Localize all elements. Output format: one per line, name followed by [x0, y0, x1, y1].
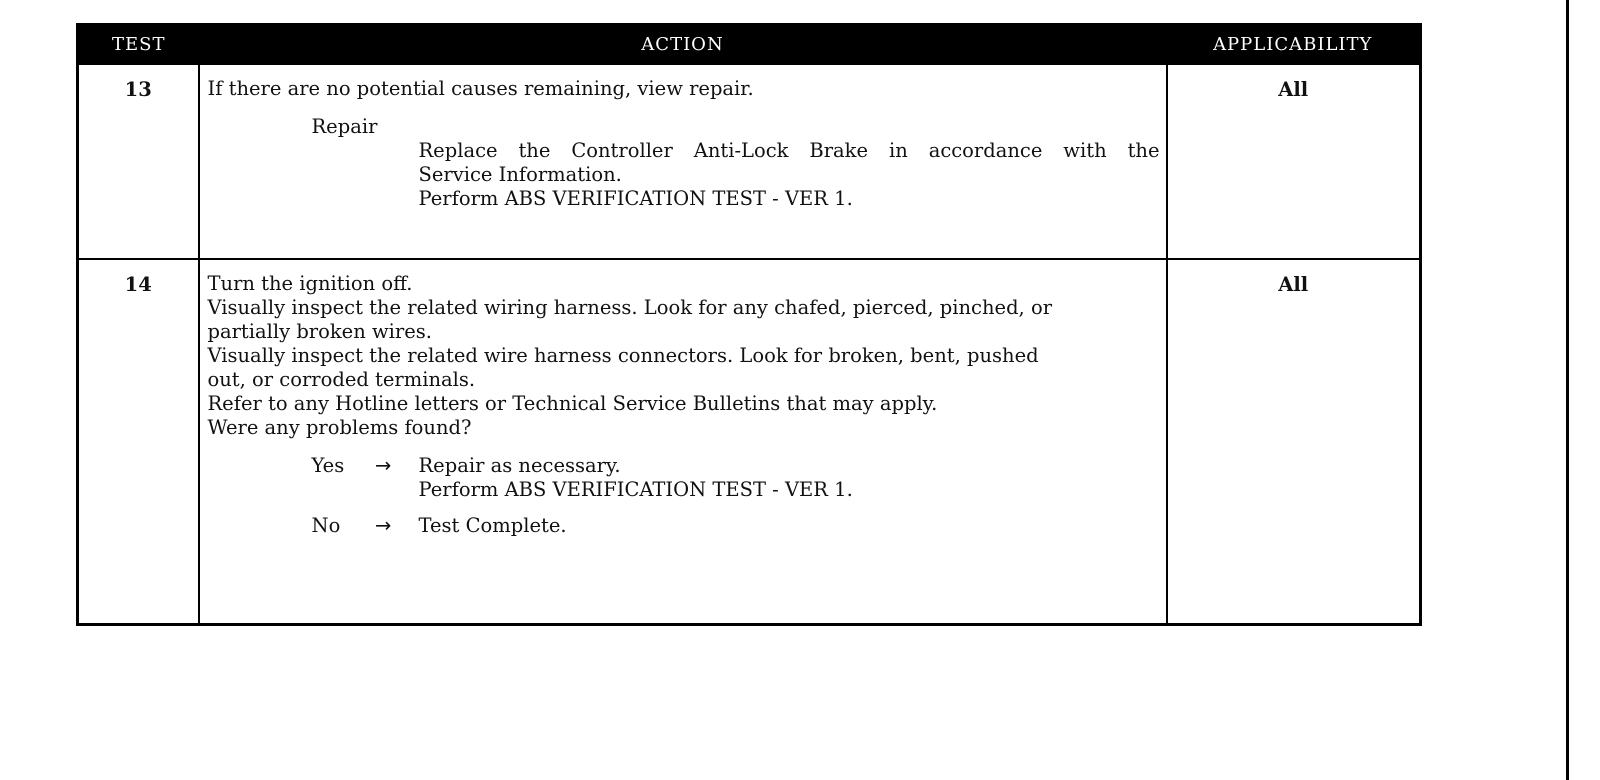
- applicability-value: All: [1167, 64, 1421, 259]
- outcome-text: Perform ABS VERIFICATION TEST - VER 1.: [418, 478, 853, 501]
- outcome-label: No: [311, 514, 341, 537]
- action-text: Were any problems found?: [207, 416, 472, 439]
- diagnostic-test-table: [76, 23, 1422, 626]
- outcome-list: [208, 454, 1158, 538]
- repair-text: Replace the Controller Anti-Lock Brake in accordance with the: [418, 139, 1160, 162]
- action-cell: [199, 259, 1167, 625]
- applicability-value: All: [1167, 259, 1421, 625]
- outcome-no: [312, 514, 1158, 538]
- header-test: TEST: [78, 25, 199, 65]
- action-text: Visually inspect the related wiring harness. Look for any chafed, pierced, pinched, or: [207, 296, 1053, 319]
- action-text: partially broken wires.: [207, 320, 432, 343]
- right-arrow-icon: →: [374, 454, 392, 477]
- header-action: ACTION: [199, 25, 1167, 65]
- outcome-text: Repair as necessary.: [418, 454, 621, 477]
- outcome-label: Yes: [311, 454, 345, 477]
- table-row: [78, 259, 1421, 625]
- test-number: 14: [78, 259, 199, 625]
- action-text: If there are no potential causes remaining, view repair.: [207, 77, 754, 100]
- repair-text: Perform ABS VERIFICATION TEST - VER 1.: [418, 187, 853, 210]
- header-applicability: APPLICABILITY: [1167, 25, 1421, 65]
- right-arrow-icon: →: [374, 514, 392, 537]
- repair-label: Repair: [311, 115, 378, 138]
- action-text: Refer to any Hotline letters or Technical Service Bulletins that may apply.: [207, 392, 938, 415]
- table-header-row: [78, 25, 1421, 65]
- outcome-yes: [312, 454, 1158, 502]
- action-cell: [199, 64, 1167, 259]
- test-number: 13: [78, 64, 199, 259]
- outcome-text: Test Complete.: [418, 514, 567, 537]
- page-edge-rule: [1566, 0, 1569, 780]
- repair-text: Service Information.: [418, 163, 622, 186]
- action-text: out, or corroded terminals.: [207, 368, 476, 391]
- table-row: [78, 64, 1421, 259]
- action-text: Turn the ignition off.: [207, 272, 413, 295]
- action-text: Visually inspect the related wire harness connectors. Look for broken, bent, pushed: [207, 344, 1039, 367]
